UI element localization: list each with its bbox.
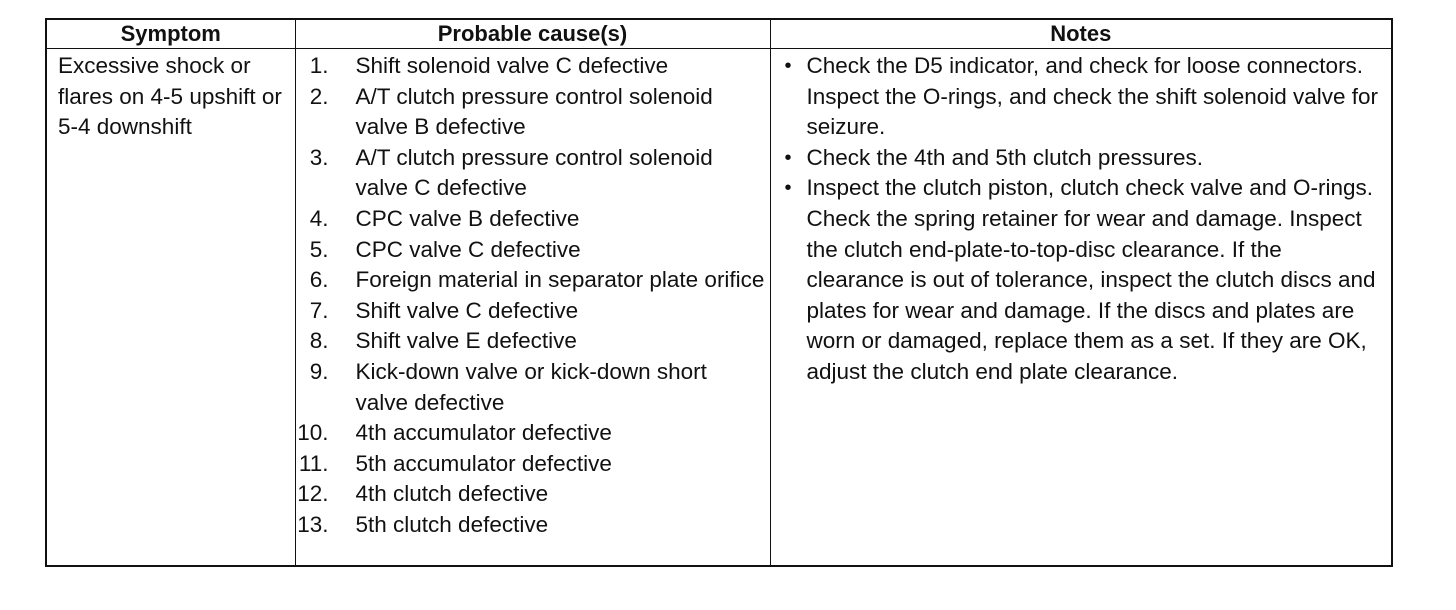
- cause-text: 5th clutch defective: [355, 511, 549, 537]
- cause-number: 8.: [309, 328, 329, 354]
- bullet-icon: •: [784, 177, 792, 200]
- note-item: [785, 173, 1386, 387]
- cause-number: 5.: [309, 236, 329, 262]
- cause-number: 6.: [309, 267, 329, 293]
- cause-item: [296, 479, 770, 510]
- causes-list: [296, 49, 770, 541]
- cause-text: A/T clutch pressure control solenoid valve B defective: [355, 83, 713, 140]
- cause-text: CPC valve C defective: [355, 236, 581, 262]
- cause-text: Shift valve C defective: [355, 297, 579, 323]
- note-text: Inspect the clutch piston, clutch check valve and O-rings. Check the spring retainer for wear and damage. Inspect the clutch end-plate-to-top-disc clearance. If the clearance is out of tolerance, inspect the clutch discs and plates for wear and damage. If the discs and plates are worn or damaged, replace them as a set. If they are OK, adjust the clutch end plate clearance.: [806, 175, 1376, 384]
- note-item: [785, 143, 1386, 174]
- cause-number: 1.: [309, 53, 329, 78]
- notes-cell: [770, 49, 1392, 567]
- symptom-cell: [46, 49, 295, 567]
- cause-number: 11.: [298, 450, 329, 476]
- cause-number: 2.: [309, 83, 329, 109]
- cause-number: 3.: [309, 144, 329, 170]
- table-row: [46, 49, 1392, 567]
- cause-text: Foreign material in separator plate orifice: [355, 267, 765, 293]
- cause-text: A/T clutch pressure control solenoid valve C defective: [355, 144, 713, 201]
- cause-text: CPC valve B defective: [355, 205, 580, 231]
- note-text: Check the D5 indicator, and check for loose connectors. Inspect the O-rings, and check the shift solenoid valve for seizure.: [806, 53, 1379, 140]
- cause-number: 12.: [297, 481, 329, 507]
- cause-number: 10.: [297, 420, 329, 446]
- cause-item: [296, 418, 770, 449]
- cause-item: [296, 235, 770, 266]
- cause-item: [296, 510, 770, 541]
- cause-item: [296, 204, 770, 235]
- notes-list: [771, 49, 1392, 388]
- cause-number: 4.: [309, 205, 329, 231]
- header-probable-causes: Probable cause(s): [295, 19, 770, 49]
- cause-item: [296, 82, 770, 143]
- bullet-icon: •: [784, 146, 792, 169]
- cause-item: [296, 143, 770, 204]
- causes-cell: [295, 49, 770, 567]
- note-text: Check the 4th and 5th clutch pressures.: [806, 144, 1203, 170]
- cause-item: [296, 326, 770, 357]
- note-item: [785, 51, 1386, 143]
- bullet-icon: •: [784, 55, 792, 77]
- cause-item: [296, 449, 770, 480]
- cause-number: 13.: [297, 511, 329, 537]
- table-header-row: [46, 19, 1392, 49]
- cause-item: [296, 357, 770, 418]
- cause-text: 4th accumulator defective: [355, 420, 612, 446]
- cause-number: 9.: [309, 358, 329, 384]
- cause-text: Kick-down valve or kick-down short valve defective: [355, 358, 707, 415]
- cause-text: 4th clutch defective: [355, 481, 549, 507]
- troubleshooting-table: [45, 18, 1393, 567]
- header-symptom: Symptom: [46, 19, 295, 49]
- cause-item: [296, 296, 770, 327]
- cause-item: [296, 265, 770, 296]
- cause-item: [296, 51, 770, 82]
- cause-text: Shift valve E defective: [355, 328, 577, 354]
- header-notes: Notes: [770, 19, 1392, 49]
- cause-text: 5th accumulator defective: [355, 450, 612, 476]
- cause-number: 7.: [309, 297, 329, 323]
- cause-text: Shift solenoid valve C defective: [355, 53, 669, 78]
- symptom-text: Excessive shock or flares on 4-5 upshift or 5-4 downshift: [58, 53, 282, 140]
